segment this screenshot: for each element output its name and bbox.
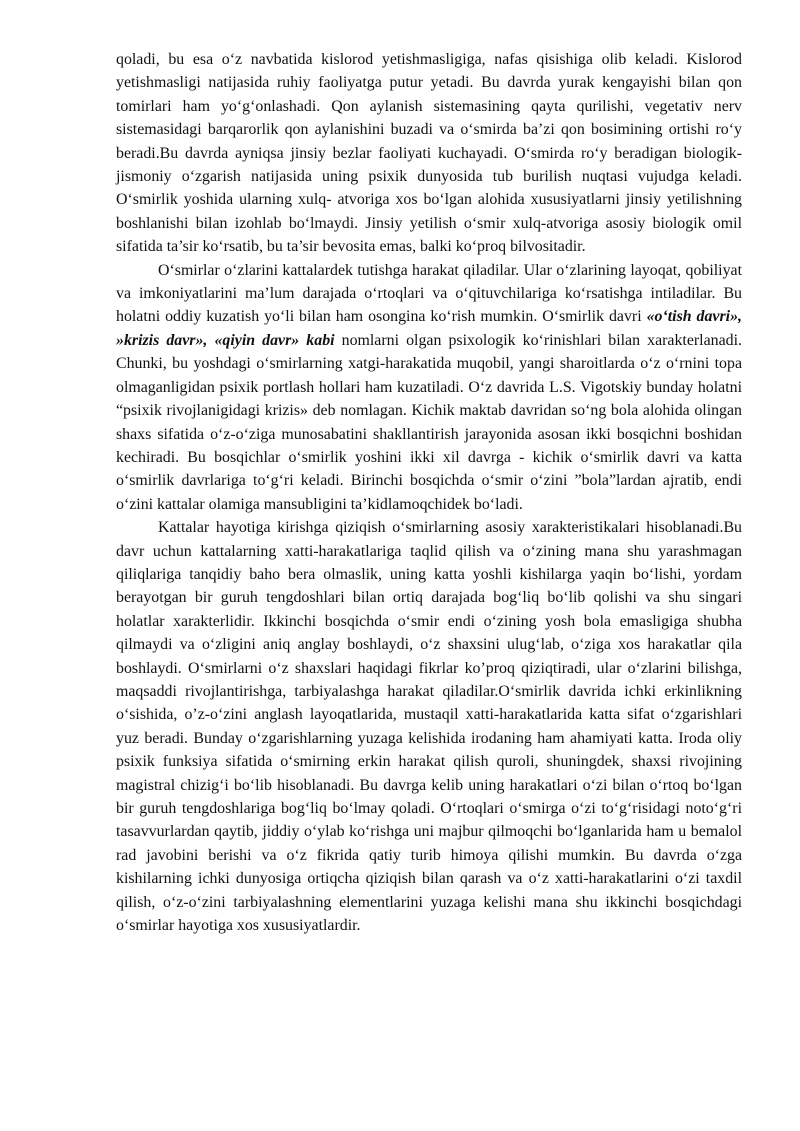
- paragraph-2: [116, 259, 742, 516]
- document-page: [116, 48, 742, 937]
- paragraph-text: qoladi, bu esa o‘z navbatida kislorod yetishmasligiga, nafas qisishiga olib keladi. Kislorod yetishmasligi natijasida ruhiy faoliyatga putur yetadi. Bu davrda yurak kengayishi bilan qon tomirlari ham yo‘g‘onlashadi. Qon aylanish sistemasining qayta qurilishi, vegetativ nerv sistemasidagi barqarorlik qon aylanishini buzadi va o‘smirda ba’zi qon bosimining ortishi ro‘y beradi.Bu davrda ayniqsa jinsiy bezlar faoliyati kuchayadi. O‘smirda ro‘y beradigan biologik-jismoniy o‘zgarish natijasida uning psixik dunyosida tub burilish nuqtasi vujudga keladi. O‘smirlik yoshida ularning xulq- atvoriga xos bo‘lgan alohida xususiyatlarni jinsiy yetilishning boshlanishi bilan izohlab bo‘lmaydi. Jinsiy yetilish o‘smir xulq-atvoriga asosiy biologik omil sifatida ta’sir ko‘rsatib, bu ta’sir bevosita emas, balki ko‘proq bilvositadir.: [116, 51, 742, 256]
- paragraph-3: [116, 516, 742, 937]
- emphasized-text: «o‘tish davri», »krizis davr», «qiyin davr» kabi: [116, 308, 742, 349]
- paragraph-text: O‘smirlar o‘zlarini kattalardek tutishga harakat qiladilar. Ular o‘zlarining layoqat, qobiliyat va imkoniyatlarini ma’lum darajada o‘rtoqlari va o‘qituvchilariga ko‘rsatishga intiladilar. Bu holatni oddiy kuzatish yo‘li bilan ham osongina ko‘rish mumkin. O‘smirlik davri: [116, 261, 742, 326]
- paragraph-text: Kattalar hayotiga kirishga qiziqish o‘smirlarning asosiy xarakteristikalari hisoblanadi.Bu davr uchun kattalarning xatti-harakatlariga taqlid qilish va o‘zining mana shu yarashmagan qiliqlariga tanqidiy baho bera olmaslik, uning katta yoshli kishilarga yaqin bo‘lishi, yordam berayotgan bir guruh tengdoshlari bilan ortiq darajada bog‘liq bo‘lib qolishi va shu singari holatlar xarakterlidir. Ikkinchi bosqichda o‘smir endi o‘zining yosh bola emasligiga shubha qilmaydi va o‘zligini aniq anglay boshlaydi, o‘z shaxsini ulug‘lab, o‘ziga xos harakatlar qila boshlaydi. O‘smirlarni o‘z shaxslari haqidagi fikrlar ko’proq qiziqtiradi, ular o‘zlarini bilishga, maqsaddi rivojlantirishga, tarbiyalashga harakat qiladilar.O‘smirlik davrida ichki erkinlikning o‘sishida, o’z-o‘zini anglash layoqatlarida, mustaqil xatti-harakatlarida katta sifat o‘zgarishlari yuz beradi. Bunday o‘zgarishlarning yuzaga kelishida irodaning ham ahamiyati katta. Iroda oliy psixik funksiya sifatida o‘smirning erkin harakat qilish quroli, shuningdek, shaxsi rivojining magistral chizig‘i bo‘lib hisoblanadi. Bu davrga kelib uning harakatlari o‘zi bilan o‘rtoq bo‘lgan bir guruh tengdoshlariga bog‘liq bo‘lmay qoladi. O‘rtoqlari o‘smirga o‘zi to‘g‘risidagi noto‘g‘ri tasavvurlardan qaytib, jiddiy o‘ylab ko‘rishga uni majbur qilmoqchi bo‘lganlarida ham u bemalol rad javobini berishi va o‘z fikrida qatiy turib himoya qilishi mumkin. Bu davrda o‘zga kishilarning ichki dunyosiga ortiqcha qiziqish bilan qarash va o‘z xatti-harakatlarini o‘zi taxdil qilish, o‘z-o‘zini tarbiyalashning elementlarini yuzaga kelishi mana shu ikkinchi bosqichdagi o‘smirlar hayotiga xos xususiyatlardir.: [116, 519, 742, 935]
- paragraph-text: nomlarni olgan psixologik ko‘rinishlari bilan xarakterlanadi. Chunki, bu yoshdagi o‘smirlarning xatgi-harakatida muqobil, yangi sharoitlarda o‘z o‘rnini topa olmaganligidan psixik portlash hollari ham kuzatiladi. O‘z davrida L.S. Vigotskiy bunday holatni “psixik rivojlanigidagi krizis» deb nomlagan. Kichik maktab davridan so‘ng bola alohida olingan shaxs sifatida o‘z-o‘ziga munosabatini shakllantirish jarayonida asosan ikki bosqichni boshidan kechiradi. Bu bosqichlar o‘smirlik yoshini ikki xil davrga - kichik o‘smirlik davri va katta o‘smirlik davrlariga to‘g‘ri keladi. Birinchi bosqichda o‘smir o‘zini ”bola”lardan ajratib, endi o‘zini kattalar olamiga mansubligini ta’kidlamoqchidek bo‘ladi.: [116, 331, 742, 513]
- paragraph-1: [116, 48, 742, 259]
